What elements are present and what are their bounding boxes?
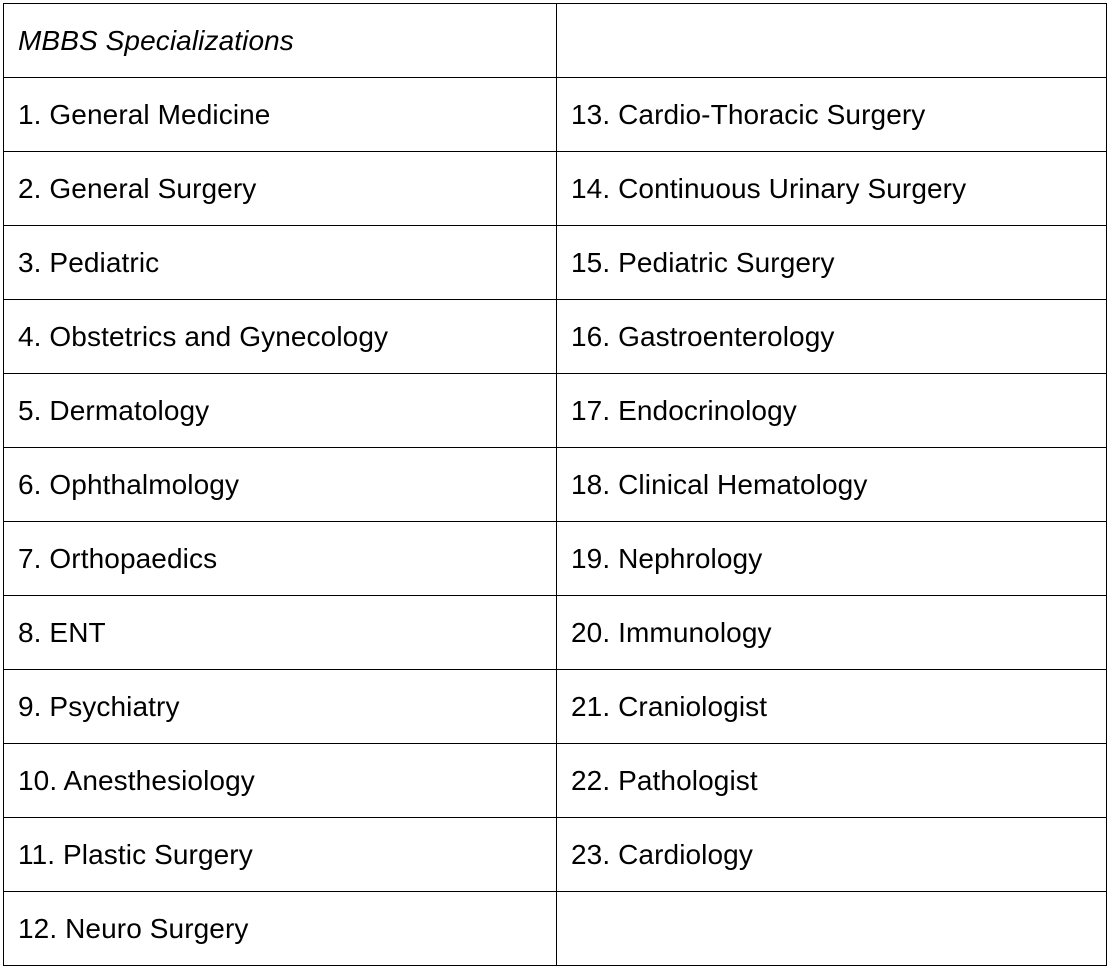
table-row <box>4 744 1107 818</box>
table-row <box>4 522 1107 596</box>
specializations-table-body <box>4 4 1107 966</box>
table-cell-left: 8. ENT <box>4 596 557 670</box>
table-row <box>4 818 1107 892</box>
table-cell-right: 20. Immunology <box>557 596 1107 670</box>
table-header-row <box>4 4 1107 78</box>
table-row <box>4 78 1107 152</box>
table-cell-left: 2. General Surgery <box>4 152 557 226</box>
table-cell-right: 13. Cardio-Thoracic Surgery <box>557 78 1107 152</box>
table-row <box>4 670 1107 744</box>
table-cell-left: 12. Neuro Surgery <box>4 892 557 966</box>
table-cell-left: 9. Psychiatry <box>4 670 557 744</box>
table-cell-right: 18. Clinical Hematology <box>557 448 1107 522</box>
table-cell-left: 6. Ophthalmology <box>4 448 557 522</box>
table-row <box>4 152 1107 226</box>
table-cell-right: 14. Continuous Urinary Surgery <box>557 152 1107 226</box>
table-cell-right: 21. Craniologist <box>557 670 1107 744</box>
table-row <box>4 596 1107 670</box>
table-cell-left: 1. General Medicine <box>4 78 557 152</box>
table-cell-left: 3. Pediatric <box>4 226 557 300</box>
table-cell-left: 10. Anesthesiology <box>4 744 557 818</box>
table-row <box>4 448 1107 522</box>
table-cell-right: 23. Cardiology <box>557 818 1107 892</box>
table-cell-left: 4. Obstetrics and Gynecology <box>4 300 557 374</box>
table-cell-left: 7. Orthopaedics <box>4 522 557 596</box>
table-cell-left: 5. Dermatology <box>4 374 557 448</box>
table-row <box>4 300 1107 374</box>
table-row <box>4 892 1107 966</box>
table-cell-right <box>557 892 1107 966</box>
table-row <box>4 374 1107 448</box>
table-row <box>4 226 1107 300</box>
specializations-table <box>3 3 1107 966</box>
table-title-empty-cell <box>557 4 1107 78</box>
table-cell-right: 15. Pediatric Surgery <box>557 226 1107 300</box>
table-cell-right: 22. Pathologist <box>557 744 1107 818</box>
table-cell-left: 11. Plastic Surgery <box>4 818 557 892</box>
table-cell-right: 19. Nephrology <box>557 522 1107 596</box>
table-title-cell: MBBS Specializations <box>4 4 557 78</box>
table-cell-right: 16. Gastroenterology <box>557 300 1107 374</box>
table-cell-right: 17. Endocrinology <box>557 374 1107 448</box>
